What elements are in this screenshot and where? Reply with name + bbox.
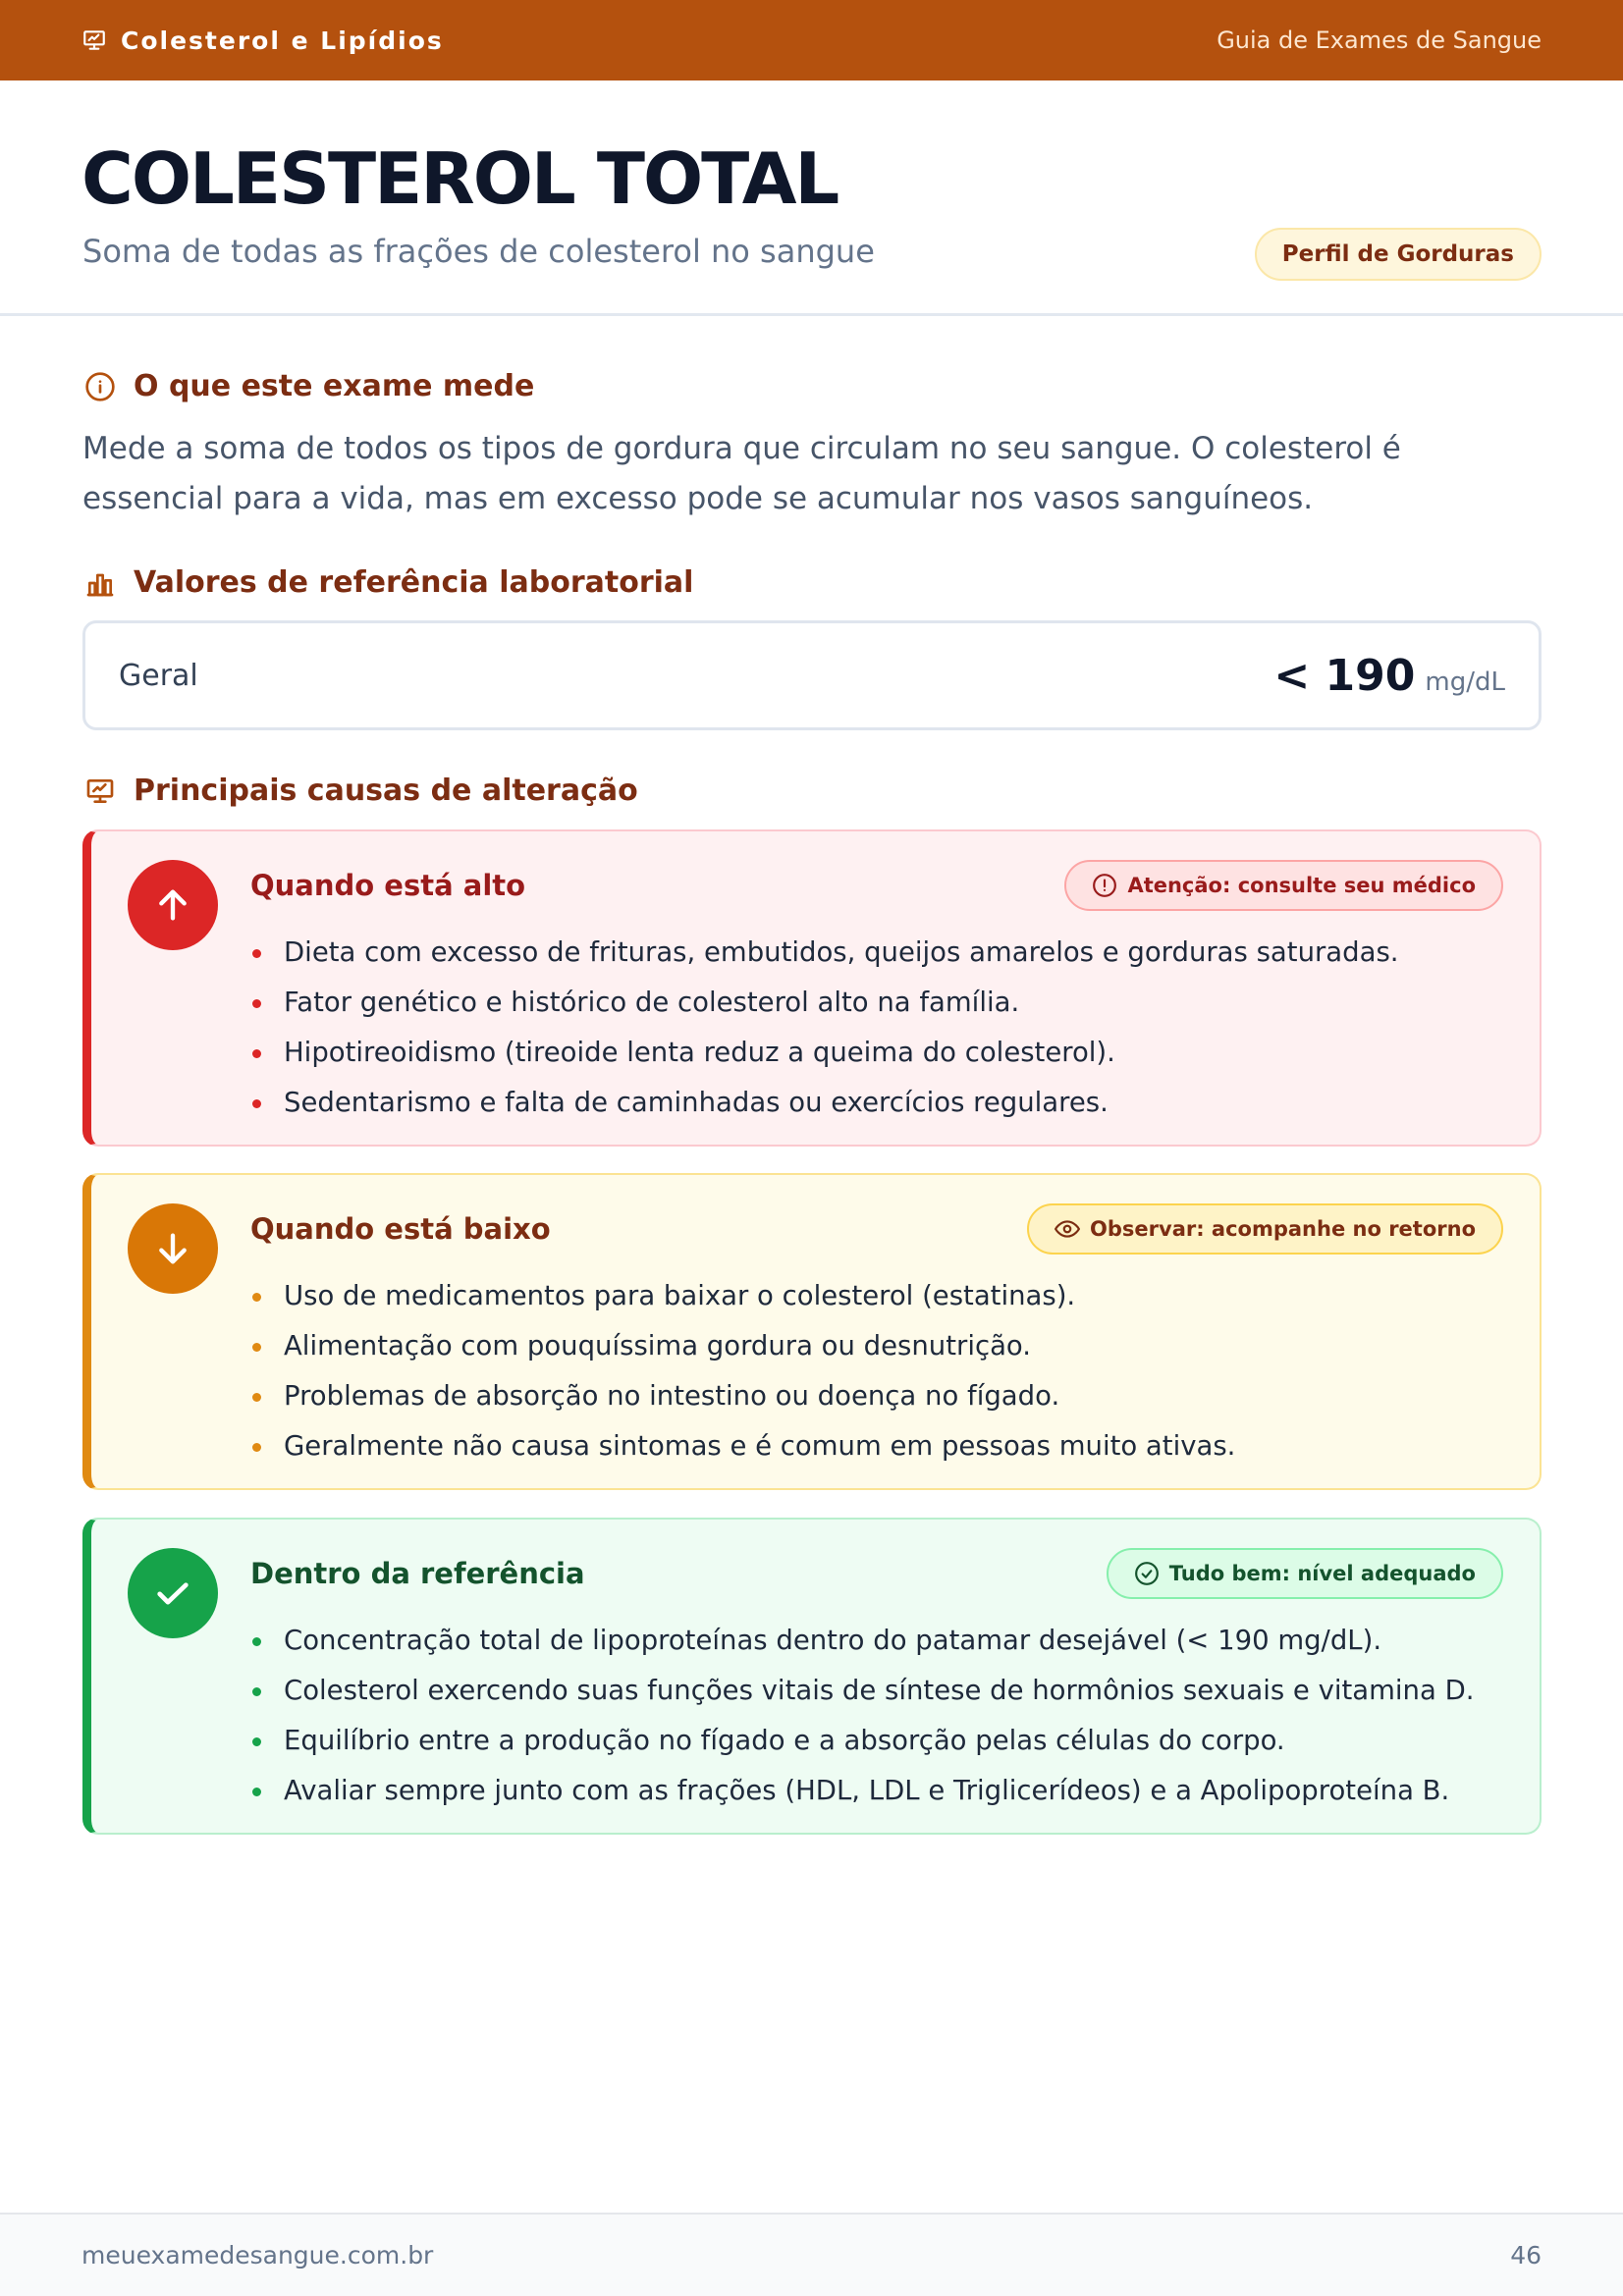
reference-number: < 190 [1273,650,1416,701]
reference-heading [84,565,693,600]
card-low-list [250,1271,1235,1471]
topbar-section [81,27,444,55]
card-normal-badge-label: Tudo bem: nível adequado [1168,1562,1476,1585]
page-footer [0,2213,1623,2296]
list-item: Avaliar sempre junto com as frações (HDL, LDL e Triglicerídeos) e a Apolipoproteína B. [250,1766,1474,1816]
list-item: Sedentarismo e falta de caminhadas ou exercícios regulares. [250,1078,1399,1128]
card-low-badge-label: Observar: acompanhe no retorno [1090,1217,1476,1241]
footer-site: meuexamedesangue.com.br [81,2241,434,2269]
list-item: Fator genético e histórico de colesterol alto na família. [250,978,1399,1028]
card-normal-list [250,1616,1474,1816]
list-item: Colesterol exercendo suas funções vitais de síntese de hormônios sexuais e vitamina D. [250,1666,1474,1716]
list-item: Geralmente não causa sintomas e é comum em pessoas muito ativas. [250,1421,1235,1471]
alert-circle-icon [1092,873,1117,898]
page-subtitle: Soma de todas as frações de colesterol no sangue [82,233,875,270]
card-low [82,1173,1542,1490]
page-number: 46 [1510,2241,1542,2269]
measures-description: Mede a soma de todos os tipos de gordura que circulam no seu sangue. O colesterol é essencial para a vida, mas em excesso pode se acumular nos vasos sanguíneos. [82,431,1401,516]
check-icon [128,1548,218,1638]
page-title: COLESTEROL TOTAL [81,137,839,220]
monitor-icon [81,27,107,53]
card-high [82,829,1542,1147]
card-low-badge [1027,1203,1503,1255]
reference-box [82,620,1542,730]
card-high-badge [1064,860,1503,911]
causes-heading [84,774,638,808]
info-icon [84,371,116,402]
reference-label: Geral [119,658,198,693]
list-item: Equilíbrio entre a produção no fígado e a absorção pelas células do corpo. [250,1716,1474,1766]
list-item: Uso de medicamentos para baixar o colesterol (estatinas). [250,1271,1235,1321]
eye-icon [1055,1216,1080,1242]
arrow-up-icon [128,860,218,950]
measures-heading [84,369,534,403]
presentation-chart-icon [84,775,116,807]
reference-heading-label: Valores de referência laboratorial [134,565,694,600]
page-header [0,80,1623,316]
card-low-title: Quando está baixo [250,1212,551,1246]
card-normal-badge [1107,1548,1503,1599]
bar-chart-icon [84,567,116,599]
check-circle-icon [1134,1561,1160,1586]
card-high-title: Quando está alto [250,869,526,902]
profile-badge: Perfil de Gorduras [1255,228,1542,281]
list-item: Problemas de absorção no intestino ou doença no fígado. [250,1371,1235,1421]
card-normal-title: Dentro da referência [250,1557,585,1590]
list-item: Dieta com excesso de frituras, embutidos, queijos amarelos e gorduras saturadas. [250,928,1399,978]
card-normal [82,1518,1542,1835]
top-bar [0,0,1623,80]
arrow-down-icon [128,1203,218,1294]
list-item: Hipotireoidismo (tireoide lenta reduz a queima do colesterol). [250,1028,1399,1078]
causes-heading-label: Principais causas de alteração [134,774,638,808]
list-item: Concentração total de lipoproteínas dentro do patamar desejável (< 190 mg/dL). [250,1616,1474,1666]
reference-value [1273,651,1505,701]
guide-label: Guia de Exames de Sangue [1217,27,1542,54]
card-high-badge-label: Atenção: consulte seu médico [1127,874,1476,897]
section-label: Colesterol e Lipídios [121,26,444,55]
measures-heading-label: O que este exame mede [134,369,535,403]
card-high-list [250,928,1399,1128]
list-item: Alimentação com pouquíssima gordura ou desnutrição. [250,1321,1235,1371]
reference-unit: mg/dL [1425,667,1505,697]
